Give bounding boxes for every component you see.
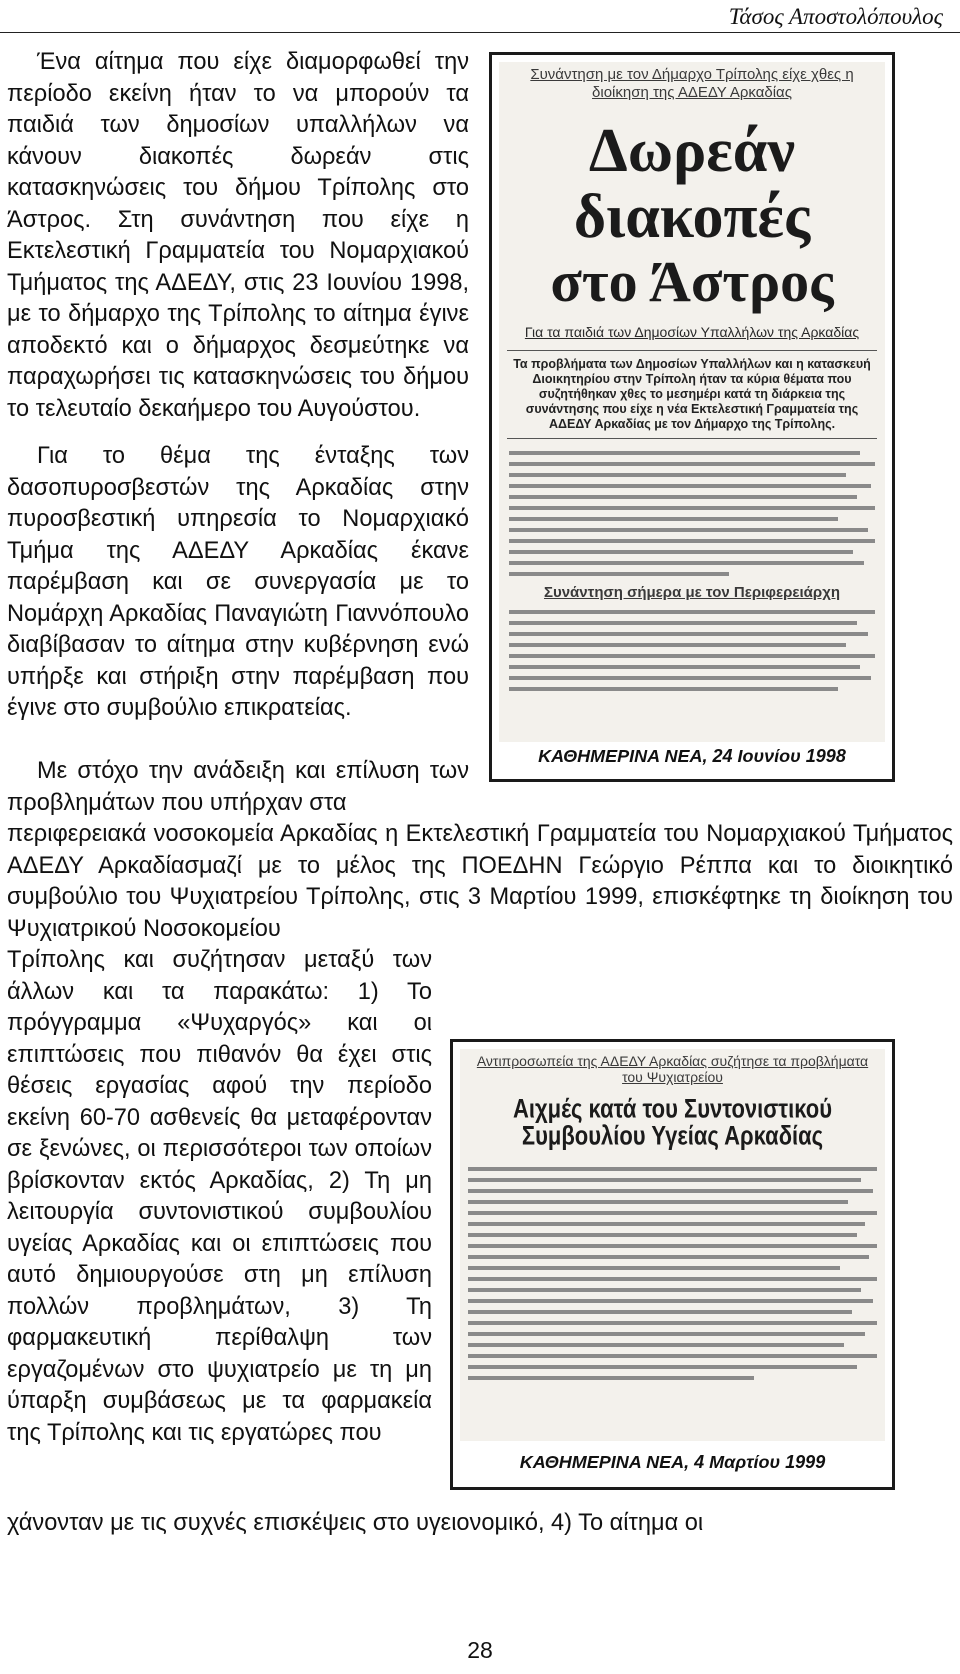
clipping-1-subtitle: Για τα παιδιά των Δημοσίων Υπαλλήλων της Αρκαδίας: [524, 324, 860, 340]
clipping-1-headline-2: διακοπές: [573, 183, 811, 251]
clipping-2-body-text: [468, 1167, 877, 1380]
clipping-1-headline-1: Δωρεάν: [588, 117, 796, 185]
clipping-2-kicker: Αντιπροσωπεία της ΑΔΕΔΥ Αρκαδίας συζήτησε τα προβλήματα του Ψυχιατρείου: [476, 1053, 869, 1085]
paragraph-hospitals-full: περιφερειακά νοσοκομεία Αρκαδίας η Εκτελεστική Γραμματεία του Νομαρχιακού Τμήματος ΑΔΕΔΥ Αρκαδίασμαζί με το μέλος της ΠΟΕΔΗΝ Γεώργιο Ρέππα και το διοικητικό συμβούλιο του Ψυχιατρείου Τρίπολης, στις 3 Μαρτίου 1999, επισκέφτηκε τη διοίκηση του Ψυχιατρικού Νοσοκομείου: [7, 821, 953, 942]
paragraph-hospitals-start: Με στόχο την ανάδειξη και επίλυση των προβλημάτων που υπήρχαν στα: [7, 758, 469, 816]
clipping-1-section-title: Συνάντηση σήμερα με τον Περιφερειάρχη: [543, 584, 840, 601]
clipping-2-photo: [460, 1049, 885, 1441]
clipping-1-body-text: [509, 451, 875, 576]
newspaper-clipping-2: [450, 1039, 895, 1490]
clipping-2-headline-1: Αιχμές κατά του Συντονιστικού: [512, 1093, 833, 1124]
clipping-1-lead: Τα προβλήματα των Δημοσίων Υπαλλήλων και η κατασκευή Διοικητηρίου στην Τρίπολη ήταν τα κύρια θέματα που συζητήθηκαν χθες το μεσημέρι κατά τη διάρκεια της συνάντησης που είχε η νέα Εκτελεστική Γραμματεία της ΑΔΕΔΥ Αρκαδίας με τον Δήμαρχο της Τρίπολης.: [507, 350, 877, 439]
paragraph-hospitals-list: Τρίπολης και συζήτησαν μεταξύ των άλλων και τα παρακάτω: 1) Το πρόγγραμμα «Ψυχαργός» και οι επιπτώσεις που πιθανόν θα έχει στις θέσεις εργασίας αφού την περίοδο εκείνη 60-70 ασθενείς θα μεταφέρονταν σε ξενώνες, οι περισσότεροι των οποίων βρίσκονταν εκτός Αρκαδίας, 2) Τη μη λειτουργία συντονιστικού συμβουλίου υγείας Αρκαδίας και οι επιπτώσεις που αυτό δημιουργούσε στη μη επίλυση πολλών προβλημάτων, 3) Τη φαρμακευτική περίθαλψη των εργαζομένων στο ψυχιατρείο με τη μη ύπαρξη συμβάσεως με τα φαρμακεία της Τρίπολης και τις εργατώρες που: [7, 947, 432, 1446]
paragraph-forest-firefighters: Για το θέμα της ένταξης των δασοπυροσβεστών της Αρκαδίας στην πυροσβεστική υπηρεσία το Νομαρχιακό Τμήμα της ΑΔΕΔΥ Αρκαδίας έκανε παρέμβαση και σε συνεργασία με το Νομάρχη Αρκαδίας Παναγιώτη Γιαννόπουλο διαβίβασαν το αίτημα στην κυβέρνηση ενώ υπήρξε και στήριξη στην παρέμβαση που έγινε στο συμβούλιο επικρατείας.: [7, 443, 469, 721]
clipping-1-headline-3: στο Άστρος: [550, 249, 834, 314]
paragraph-summer-camps: Ένα αίτημα που είχε διαμορφωθεί την περίοδο εκείνη ήταν το να μπορούν τα παιδιά των δημοσίων υπαλλήλων να κάνουν διακοπές δωρεάν στις κατασκηνώσεις του δήμου Τρίπολης στο Άστρος. Στη συνάντηση που είχε η Εκτελεστική Γραμματεία του Νομαρχιακού Τμήματος της ΑΔΕΔΥ, στις 23 Ιουνίου 1998, με το δήμαρχο της Τρίπολης το αίτημα έγινε αποδεκτό και ο δήμαρχος δεσμεύτηκε να παραχωρήσει τις κατασκηνώσεις του δήμου το τελευταίο δεκαήμερο του Αυγούστου.: [7, 49, 469, 422]
clipping-1-photo: [499, 62, 885, 742]
newspaper-clipping-1: [489, 52, 895, 782]
clipping-2-headline-2: Συμβουλίου Υγείας Αρκαδίας: [521, 1120, 824, 1151]
clipping-1-body-text-2: [509, 610, 875, 691]
paragraph-hospitals-end: χάνονταν με τις συχνές επισκέψεις στο υγειονομικό, 4) Το αίτημα οι: [7, 1510, 704, 1536]
page-number: 28: [467, 1637, 493, 1663]
clipping-1-caption: ΚΑΘΗΜΕΡΙΝΑ ΝΕΑ, 24 Ιουνίου 1998: [538, 746, 846, 766]
clipping-2-caption: ΚΑΘΗΜΕΡΙΝΑ ΝΕΑ, 4 Μαρτίου 1999: [519, 1452, 826, 1472]
clipping-1-kicker: Συνάντηση με τον Δήμαρχο Τρίπολης είχε χθες η διοίκηση της ΑΔΕΔΥ Αρκαδίας: [530, 66, 854, 101]
running-title: Τάσος Αποστολόπουλος: [0, 0, 960, 33]
